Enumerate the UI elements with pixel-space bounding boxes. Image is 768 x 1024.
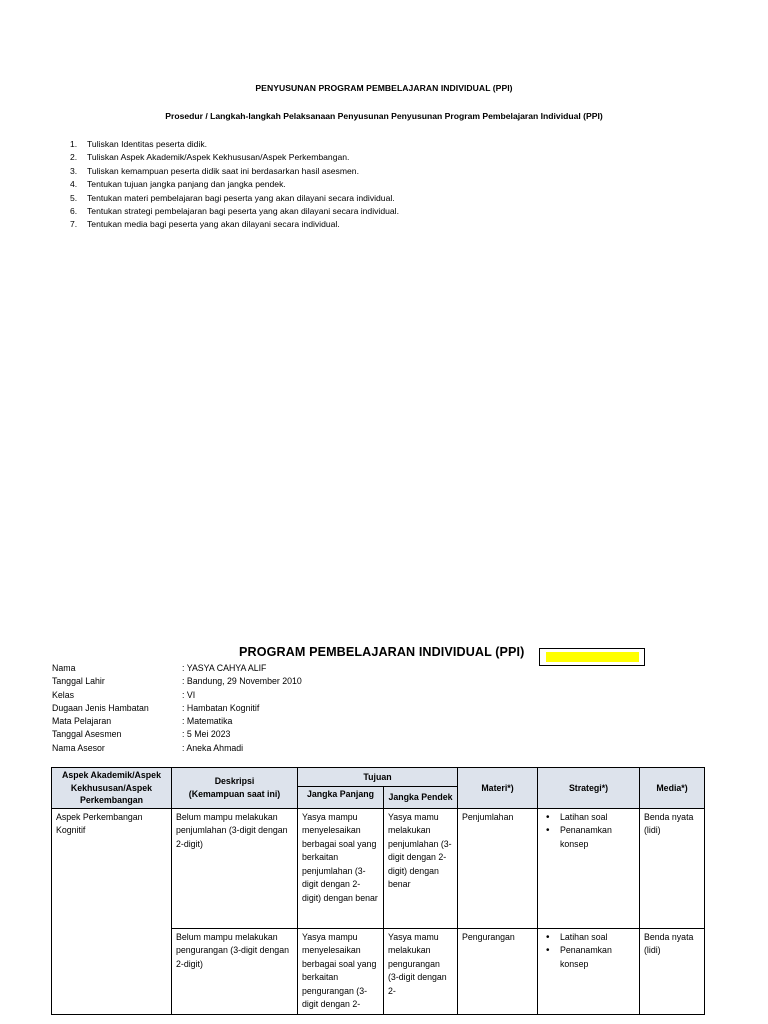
step-item: 4. Tentukan tujuan jangka panjang dan jangka pendek.: [70, 179, 286, 190]
header-aspek: Aspek Akademik/Aspek Kekhususan/Aspek Perkembangan: [52, 768, 172, 809]
strategi-list: [542, 811, 635, 852]
strategi-list: [542, 931, 635, 972]
cell-media: Benda nyata (lidi): [640, 808, 705, 928]
header-strategi: Strategi*): [538, 768, 640, 809]
header-jangka-panjang: Jangka Panjang: [298, 786, 384, 808]
step-item: 3. Tuliskan kemampuan peserta didik saat ini berdasarkan hasil asesmen.: [70, 165, 359, 176]
step-item: 2. Tuliskan Aspek Akademik/Aspek Kekhususan/Aspek Perkembangan.: [70, 152, 350, 163]
cell-jangka-pendek: Yasya mamu melakukan penjumlahan (3-digit dengan 2-digit) dengan benar: [384, 808, 458, 928]
step-item: 6. Tentukan strategi pembelajaran bagi peserta yang akan dilayani secara individual.: [70, 205, 399, 216]
cell-strategi: [538, 928, 640, 1014]
highlight-fill: [546, 652, 639, 662]
identity-row: Mata Pelajaran : Matematika: [52, 716, 233, 727]
ppi-table: [51, 767, 705, 1015]
list-item: • Latihan soal: [560, 811, 635, 825]
identity-row: Nama Asesor : Aneka Ahmadi: [52, 742, 244, 753]
step-item: 7. Tentukan media bagi peserta yang akan dilayani secara individual.: [70, 219, 340, 230]
highlight-box: [539, 648, 645, 666]
cell-deskripsi: Belum mampu melakukan penjumlahan (3-digit dengan 2-digit): [172, 808, 298, 928]
header-deskripsi-label: Deskripsi: [214, 776, 255, 787]
identity-row: Dugaan Jenis Hambatan : Hambatan Kognitif: [52, 702, 260, 713]
step-item: 5. Tentukan materi pembelajaran bagi peserta yang akan dilayani secara individual.: [70, 192, 395, 203]
list-item: • Penanamkan konsep: [560, 824, 635, 851]
header-deskripsi-sub: (Kemampuan saat ini): [188, 788, 281, 799]
list-item: • Latihan soal: [560, 931, 635, 945]
cell-jangka-panjang: Yasya mampu menyelesaikan berbagai soal yang berkaitan pengurangan (3-digit dengan 2-: [298, 928, 384, 1014]
page-title: PENYUSUNAN PROGRAM PEMBELAJARAN INDIVIDUAL (PPI): [255, 83, 513, 93]
cell-materi: Penjumlahan: [458, 808, 538, 928]
identity-row: Tanggal Asesmen : 5 Mei 2023: [52, 729, 231, 740]
cell-jangka-pendek: Yasya mamu melakukan pengurangan (3-digit dengan 2-: [384, 928, 458, 1014]
table-row: [52, 808, 705, 928]
identity-row: Kelas : VI: [52, 689, 196, 700]
header-deskripsi: [172, 768, 298, 809]
header-jangka-pendek: Jangka Pendek: [384, 786, 458, 808]
step-item: 1. Tuliskan Identitas peserta didik.: [70, 139, 208, 149]
header-media: Media*): [640, 768, 705, 809]
identity-block: [52, 662, 302, 755]
cell-materi: Pengurangan: [458, 928, 538, 1014]
page-subtitle: Prosedur / Langkah-langkah Pelaksanaan Penyusunan Penyusunan Program Pembelajaran Individual (PPI): [165, 111, 603, 121]
cell-jangka-panjang: Yasya mampu menyelesaikan berbagai soal yang berkaitan penjumlahan (3-digit dengan 2-digit) dengan benar: [298, 808, 384, 928]
header-tujuan: Tujuan: [298, 768, 458, 787]
identity-row: Nama : YASYA CAHYA ALIF: [52, 663, 267, 673]
ppi-title: PROGRAM PEMBELAJARAN INDIVIDUAL (PPI): [239, 645, 525, 659]
cell-strategi: [538, 808, 640, 928]
steps-list: [70, 138, 399, 232]
header-materi: Materi*): [458, 768, 538, 809]
list-item: • Penanamkan konsep: [560, 944, 635, 971]
cell-aspek: Aspek Perkembangan Kognitif: [52, 808, 172, 1014]
cell-deskripsi: Belum mampu melakukan pengurangan (3-digit dengan 2-digit): [172, 928, 298, 1014]
cell-media: Benda nyata (lidi): [640, 928, 705, 1014]
identity-row: Tanggal Lahir : Bandung, 29 November 2010: [52, 676, 302, 687]
